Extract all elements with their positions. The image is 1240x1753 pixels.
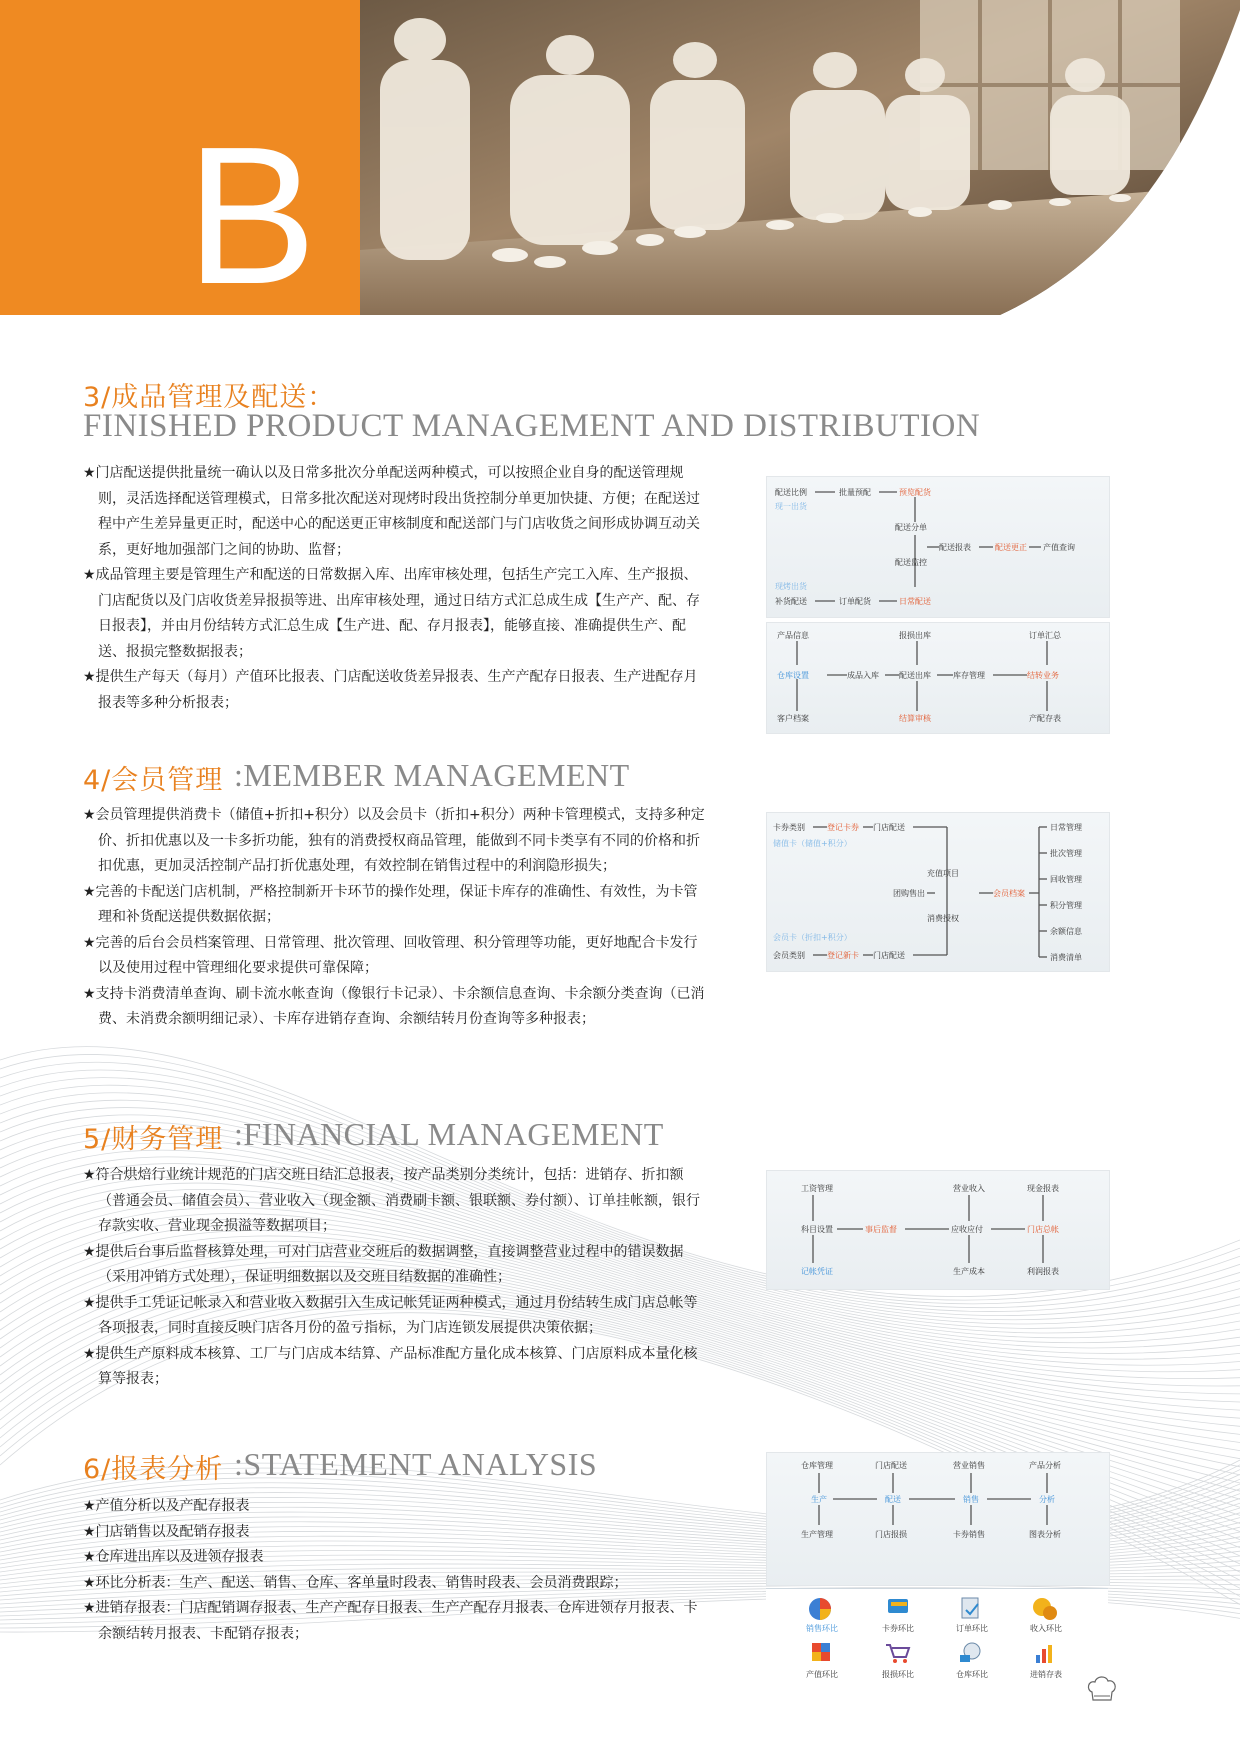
node: 事后监督 <box>865 1225 897 1234</box>
chef-hat-icon <box>1086 1674 1118 1704</box>
section-6-title-cn: 6/报表分析 <box>83 1454 224 1485</box>
bullet: ★产值分析以及产配存报表 <box>83 1498 250 1514</box>
bakery-workers-photo <box>360 0 1240 315</box>
section-5-title-en: :FINANCIAL MANAGEMENT <box>234 1116 664 1152</box>
node: 配送更正 <box>995 543 1027 552</box>
node: 登记新卡 <box>827 951 859 960</box>
section-4-body <box>83 803 708 1033</box>
node: 登记卡券 <box>827 823 859 832</box>
icon-label: 报损环比 <box>882 1670 914 1679</box>
node: 配送分单 <box>895 523 927 532</box>
node: 结转业务 <box>1027 671 1059 680</box>
pie-chart-icon <box>809 1598 831 1620</box>
node: 会员档案 <box>993 889 1025 898</box>
node: 报损出库 <box>899 631 931 640</box>
bullet: ★仓库进出库以及进领存报表 <box>83 1549 264 1565</box>
node: 预览配货 <box>899 488 931 497</box>
node: 门店配送 <box>873 951 905 960</box>
node: 应收应付 <box>951 1225 983 1234</box>
node: 产品分析 <box>1029 1461 1061 1470</box>
node: 库存管理 <box>953 671 985 680</box>
bullet: ★符合烘焙行业统计规范的门店交班日结汇总报表，按产品类别分类统计，包括：进销存、折扣额（普通会员、储值会员）、营业收入（现金额、消费刷卡额、银联额、券付额）、订单挂帐额，银行存款实收、营业现金损溢等数据项目； <box>83 1167 700 1234</box>
section-6-title-en: :STATEMENT ANALYSIS <box>234 1446 598 1482</box>
node: 配送 <box>885 1495 901 1504</box>
node: 卡券类别 <box>773 823 805 832</box>
node: 图表分析 <box>1029 1530 1061 1539</box>
card-icon <box>888 1599 908 1613</box>
distribution-flow-diagram <box>766 476 1110 618</box>
bullet: ★提供生产每天（每月）产值环比报表、门店配送收货差异报表、生产产配存日报表、生产进配存月报表等多种分析报表； <box>83 669 698 711</box>
node: 现烤出货 <box>775 582 807 591</box>
node: 门店报损 <box>875 1530 907 1539</box>
node: 回收管理 <box>1050 875 1082 884</box>
node: 现金报表 <box>1027 1184 1059 1193</box>
node: 成品入库 <box>847 671 879 680</box>
bullet: ★成品管理主要是管理生产和配送的日常数据入库、出库审核处理，包括生产完工入库、生产报损、门店配货以及门店收货差异报损等进、出库审核处理，通过日结方式汇总成生成【生产产、配、存日报表】，并由月份结转方式汇总生成【生产进、配、存月报表】，能够直接、准确提供生产、配送、报损完整数据报表； <box>83 567 700 660</box>
node: 生产 <box>811 1495 827 1504</box>
node: 批量预配 <box>839 488 871 497</box>
node: 消费授权 <box>927 914 959 923</box>
bullet: ★支持卡消费清单查询、刷卡流水帐查询（像银行卡记录）、卡余额信息查询、卡余额分类查询（已消费、未消费余额明细记录）、卡库存进销存查询、余额结转月份查询等多种报表； <box>83 985 705 1027</box>
node: 门店总帐 <box>1027 1225 1059 1234</box>
cube-icon <box>812 1643 830 1661</box>
node: 营业销售 <box>953 1461 985 1470</box>
bullet: ★提供手工凭证记帐录入和营业收入数据引入生成记帐凭证两种模式，通过月份结转生成门店总帐等各项报表，同时直接反映门店各月份的盈亏指标，为门店连锁发展提供决策依据； <box>83 1294 698 1336</box>
node: 仓库设置 <box>777 671 809 680</box>
section-5-body <box>83 1163 708 1393</box>
node: 配送监控 <box>895 558 927 567</box>
node: 充值项目 <box>927 869 959 878</box>
order-icon <box>962 1598 978 1618</box>
section-4-title-en: :MEMBER MANAGEMENT <box>234 757 630 793</box>
chapter-letter: B <box>186 106 317 325</box>
node: 产值查询 <box>1043 543 1075 552</box>
node: 科目设置 <box>801 1225 833 1234</box>
node: 配送出库 <box>899 671 931 680</box>
bullet: ★会员管理提供消费卡（储值+折扣+积分）以及会员卡（折扣+积分）两种卡管理模式，支持多种定价、折扣优惠以及一卡多折功能，独有的消费授权商品管理，能做到不同卡类享有不同的价格和折扣优惠，更加灵活控制产品打折优惠处理，有效控制在销售过程中的利润隐形损失； <box>83 807 705 874</box>
node: 销售 <box>963 1495 979 1504</box>
icon-label: 产值环比 <box>806 1670 838 1679</box>
bullet: ★进销存报表：门店配销调存报表、生产产配存日报表、生产产配存月报表、仓库进领存月报表、卡余额结转月报表、卡配销存报表； <box>83 1600 698 1642</box>
bar-chart-icon <box>1036 1645 1052 1663</box>
node: 余额信息 <box>1050 927 1082 936</box>
bullet: ★门店配送提供批量统一确认以及日常多批次分单配送两种模式，可以按照企业自身的配送管理规则，灵活选择配送管理模式，日常多批次配送对现烤时段出货控制分单更加快捷、方便；在配送过程中产生差异量更正时，配送中心的配送更正审核制度和配送部门与门店收货之间形成协调互动关系，更好地加强部门之间的协助、监督； <box>83 465 700 558</box>
node: 生产成本 <box>953 1267 985 1276</box>
icon-label: 仓库环比 <box>956 1670 988 1679</box>
finance-flow-diagram <box>766 1170 1110 1290</box>
membership-flow-diagram <box>766 812 1110 972</box>
warehouse-icon <box>960 1643 980 1662</box>
icon-label: 收入环比 <box>1030 1624 1062 1633</box>
node: 日常管理 <box>1050 823 1082 832</box>
node: 订单配货 <box>839 597 871 606</box>
node: 客户档案 <box>777 714 809 723</box>
node: 配送报表 <box>939 543 971 552</box>
node: 消费清单 <box>1050 953 1082 962</box>
bullet: ★环比分析表：生产、配送、销售、仓库、客单量时段表、销售时段表、会员消费跟踪； <box>83 1574 628 1591</box>
icon-label: 销售环比 <box>806 1624 838 1633</box>
node: 门店配送 <box>873 823 905 832</box>
node: 配送比例 <box>775 488 807 497</box>
node: 生产管理 <box>801 1530 833 1539</box>
node: 会员类别 <box>773 951 805 960</box>
node: 会员卡（折扣+积分） <box>773 933 852 942</box>
node: 积分管理 <box>1050 901 1082 910</box>
node: 批次管理 <box>1050 849 1082 858</box>
node: 产品信息 <box>777 631 809 640</box>
node: 记帐凭证 <box>801 1267 833 1276</box>
node: 仓库管理 <box>801 1461 833 1470</box>
bullet: ★完善的卡配送门店机制，严格控制新开卡环节的操作处理，保证卡库存的准确性、有效性，为卡管理和补货配送提供数据依据； <box>83 883 698 925</box>
node: 补货配送 <box>775 597 807 606</box>
report-flow-diagram <box>766 1452 1110 1586</box>
node: 日常配送 <box>899 597 931 606</box>
section-3-title-en: FINISHED PRODUCT MANAGEMENT AND DISTRIBUTION <box>83 408 981 444</box>
bullet: ★门店销售以及配销存报表 <box>83 1523 250 1540</box>
node: 利润报表 <box>1027 1267 1059 1276</box>
section-4-title-cn: 4/会员管理 <box>83 765 224 796</box>
income-icon <box>1033 1598 1057 1620</box>
node: 工资管理 <box>801 1184 833 1193</box>
icon-label: 订单环比 <box>956 1624 988 1633</box>
bullet: ★提供生产原料成本核算、工厂与门店成本结算、产品标准配方量化成本核算、门店原料成本量化核算等报表； <box>83 1345 698 1387</box>
node: 分析 <box>1039 1495 1055 1504</box>
section-3-body <box>83 461 708 716</box>
node: 卡券销售 <box>953 1530 985 1539</box>
node: 门店配送 <box>875 1461 907 1470</box>
node: 产配存表 <box>1029 714 1061 723</box>
report-icons-grid <box>766 1588 1108 1687</box>
section-5-title-cn: 5/财务管理 <box>83 1124 224 1155</box>
cart-icon <box>886 1645 909 1663</box>
node: 团购售出 <box>893 889 925 898</box>
icon-label: 卡券环比 <box>882 1624 914 1633</box>
node: 营业收入 <box>953 1184 985 1193</box>
bullet: ★完善的后台会员档案管理、日常管理、批次管理、回收管理、积分管理等功能，更好地配合卡发行以及使用过程中管理细化要求提供可靠保障； <box>83 934 698 976</box>
node: 订单汇总 <box>1029 631 1061 640</box>
node: 结算审核 <box>899 714 931 723</box>
inventory-flow-diagram <box>766 622 1110 734</box>
section-3-title-cn: 3/成品管理及配送： <box>83 382 336 413</box>
section-6-body <box>83 1494 708 1647</box>
bullet: ★提供后台事后监督核算处理，可对门店营业交班后的数据调整，直接调整营业过程中的错误数据（采用冲销方式处理），保证明细数据以及交班日结数据的准确性； <box>83 1243 684 1285</box>
node: 储值卡（储值+积分） <box>773 839 852 848</box>
icon-label: 进销存表 <box>1030 1670 1062 1679</box>
node: 现一出货 <box>775 502 807 511</box>
